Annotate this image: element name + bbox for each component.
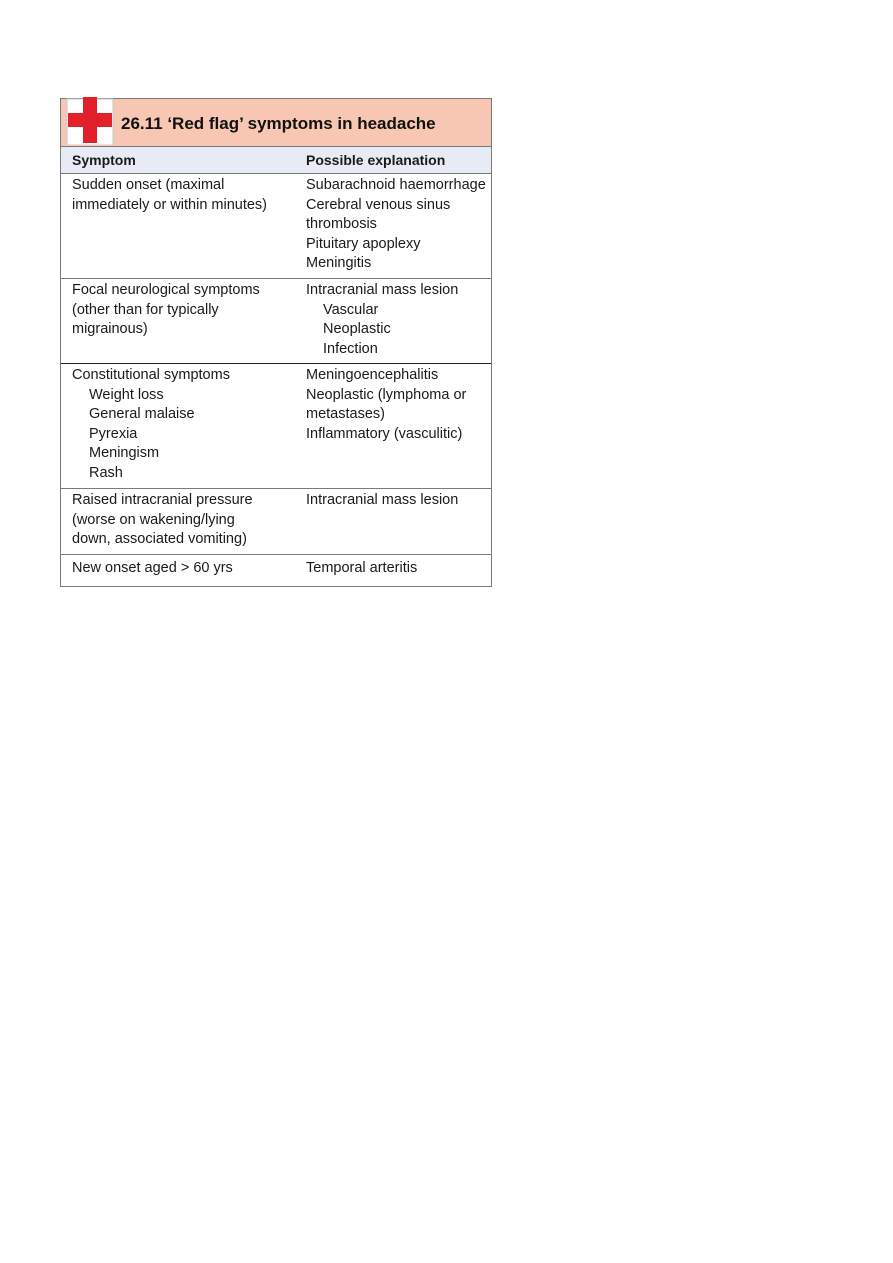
symptom-line: General malaise <box>89 406 195 423</box>
symptom-line: Focal neurological symptoms <box>72 282 260 298</box>
explanation-line: Neoplastic <box>323 321 391 338</box>
explanation-line: Meningitis <box>306 255 372 272</box>
table-row <box>61 174 491 279</box>
header-symptom: Symptom <box>72 152 136 168</box>
explanation-cell <box>306 281 488 359</box>
explanation-line: Intracranial mass lesion <box>306 282 459 298</box>
explanation-cell <box>306 559 488 579</box>
symptom-line: Constitutional symptoms <box>72 367 230 383</box>
explanation-cell <box>306 366 488 444</box>
header-explanation: Possible explanation <box>306 152 446 168</box>
symptom-line: down, associated vomiting) <box>72 531 247 548</box>
explanation-line: Cerebral venous sinus <box>306 196 451 213</box>
table-row <box>61 364 491 489</box>
symptom-line: Pyrexia <box>89 425 138 442</box>
symptom-cell <box>72 176 297 215</box>
explanation-line: Meningoencephalitis <box>306 367 439 383</box>
explanation-line: Inflammatory (vasculitic) <box>306 425 463 442</box>
explanation-line: metastases) <box>306 406 385 423</box>
symptom-line: Rash <box>89 464 123 481</box>
explanation-line: Temporal arteritis <box>306 560 418 576</box>
explanation-cell <box>306 491 488 511</box>
table-title: 26.11 ‘Red flag’ symptoms in headache <box>121 114 436 133</box>
table-title-bar <box>61 98 491 147</box>
symptom-cell <box>72 366 297 484</box>
symptom-line: (worse on wakening/lying <box>72 511 235 528</box>
explanation-cell <box>306 176 488 274</box>
symptom-cell <box>72 281 297 340</box>
symptom-line: Weight loss <box>89 386 164 403</box>
symptom-line: New onset aged > 60 yrs <box>72 560 233 576</box>
symptom-line: immediately or within minutes) <box>72 196 268 213</box>
symptom-line: Raised intracranial pressure <box>72 492 253 508</box>
symptom-line: migrainous) <box>72 321 148 338</box>
red-cross-icon <box>65 95 115 145</box>
explanation-line: thrombosis <box>306 216 377 233</box>
symptom-line: (other than for typically <box>72 301 219 318</box>
symptom-cell <box>72 491 297 550</box>
explanation-line: Pituitary apoplexy <box>306 235 421 252</box>
table-row <box>61 489 491 555</box>
red-flag-table <box>60 98 492 587</box>
explanation-line: Subarachnoid haemorrhage <box>306 177 486 193</box>
symptom-line: Meningism <box>89 445 160 462</box>
explanation-line: Intracranial mass lesion <box>306 492 459 508</box>
symptom-line: Sudden onset (maximal <box>72 177 225 193</box>
table-row <box>61 279 491 364</box>
explanation-line: Neoplastic (lymphoma or <box>306 386 467 403</box>
explanation-line: Vascular <box>323 301 379 318</box>
table-row <box>61 555 491 586</box>
explanation-line: Infection <box>323 340 378 357</box>
table-header-row <box>61 147 491 174</box>
symptom-cell <box>72 559 297 579</box>
